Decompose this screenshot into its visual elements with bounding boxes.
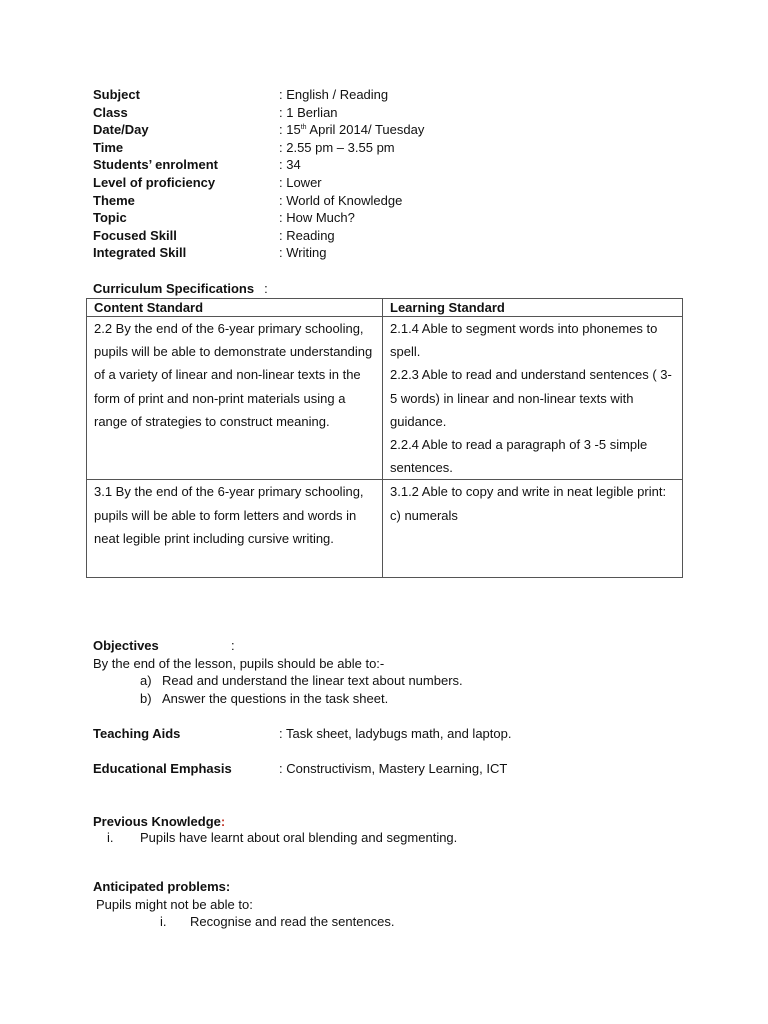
info-row-proficiency [93,174,424,192]
info-row-subject [93,86,424,104]
objectives-heading-text: Objectives [93,638,159,653]
content-standard-cell: 2.2 By the end of the 6-year primary schooling, pupils will be able to demonstrate understanding of a variety of linear and non-linear texts in the form of print and non-print materials using a range of strategies to construct meaning. [87,317,383,480]
table-row [87,317,683,480]
anticipated-problems-intro: Pupils might not be able to: [96,897,253,912]
info-label: Topic [93,210,127,226]
info-value: : English / Reading [279,87,389,102]
list-marker: i. [107,830,114,845]
objectives-heading [93,637,235,654]
list-item [160,913,395,930]
objectives-heading-colon: : [231,638,235,653]
info-label: Integrated Skill [93,245,187,261]
list-item [140,690,463,708]
info-value: : How Much? [279,210,355,226]
info-label: Date/Day [93,122,149,138]
teaching-aids-label: Teaching Aids [93,726,181,741]
date-ordinal: th [300,124,307,132]
info-value [279,121,424,139]
table-row [87,480,683,578]
learning-standard-item: 3.1.2 Able to copy and write in neat legible print: [390,484,667,500]
list-item [107,829,457,846]
info-row-date [93,121,424,139]
learning-standard-item: c) numerals [390,507,458,523]
list-marker: i. [160,914,167,929]
list-item-text: Read and understand the linear text about numbers. [162,673,463,688]
learning-standard-item: 2.1.4 Able to segment words into phonemes to spell. [390,321,658,360]
info-row-theme [93,192,424,210]
info-label: Theme [93,192,135,208]
lesson-info [93,86,424,262]
table-header-row [87,299,683,317]
info-value: : 34 [279,157,301,173]
learning-standard-item: 2.2.3 Able to read and understand sentences ( 3-5 words) in linear and non-linear texts with guidance. [390,367,672,429]
info-value: : 2.55 pm – 3.55 pm [279,139,395,155]
learning-standard-header: Learning Standard [383,299,683,317]
curriculum-table [86,298,683,578]
learning-standard-cell [383,480,683,578]
previous-knowledge-heading [93,813,225,830]
info-value: : Lower [279,174,322,190]
info-label: Class [93,104,128,120]
objectives-list [140,672,463,707]
educational-emphasis-label: Educational Emphasis [93,761,232,776]
learning-standard-cell [383,317,683,480]
info-label: Subject [93,87,140,102]
teaching-aids-value: : Task sheet, ladybugs math, and laptop. [279,726,512,741]
date-suffix: April 2014/ Tuesday [306,122,425,138]
content-standard-cell: 3.1 By the end of the 6-year primary schooling, pupils will be able to form letters and words in neat legible print including cursive writing. [87,480,383,578]
info-label: Level of proficiency [93,174,216,190]
curriculum-heading-colon: : [264,281,268,296]
list-item-text: Recognise and read the sentences. [190,914,395,929]
info-value: : 1 Berlian [279,104,338,120]
date-prefix: : 15 [279,122,301,138]
objectives-intro: By the end of the lesson, pupils should be able to:- [93,656,385,671]
content-standard-header: Content Standard [87,299,383,317]
educational-emphasis-value: : Constructivism, Mastery Learning, ICT [279,761,508,776]
info-label: Time [93,139,124,155]
previous-knowledge-heading-text: Previous Knowledge [93,814,221,829]
info-value: : Reading [279,227,335,243]
curriculum-heading-text: Curriculum Specifications [93,281,255,296]
info-value: : Writing [279,245,327,261]
info-label: Students’ enrolment [93,157,218,173]
info-label: Focused Skill [93,227,177,243]
info-row-time [93,139,424,157]
list-item [140,672,463,690]
info-row-enrolment [93,156,424,174]
anticipated-problems-heading: Anticipated problems: [93,879,231,894]
list-marker: a) [140,673,152,688]
list-item-text: Pupils have learnt about oral blending and segmenting. [140,830,458,845]
educational-emphasis [93,760,507,777]
teaching-aids [93,725,511,742]
curriculum-heading [93,280,268,297]
info-row-topic [93,209,424,227]
list-item-text: Answer the questions in the task sheet. [162,690,389,706]
learning-standard-item: 2.2.4 Able to read a paragraph of 3 -5 simple sentences. [390,437,648,476]
previous-knowledge-colon: : [220,814,226,829]
list-marker: b) [140,690,152,706]
info-value: : World of Knowledge [279,192,403,208]
info-row-class [93,104,424,122]
info-row-integrated-skill [93,244,424,262]
info-row-focused-skill [93,227,424,245]
